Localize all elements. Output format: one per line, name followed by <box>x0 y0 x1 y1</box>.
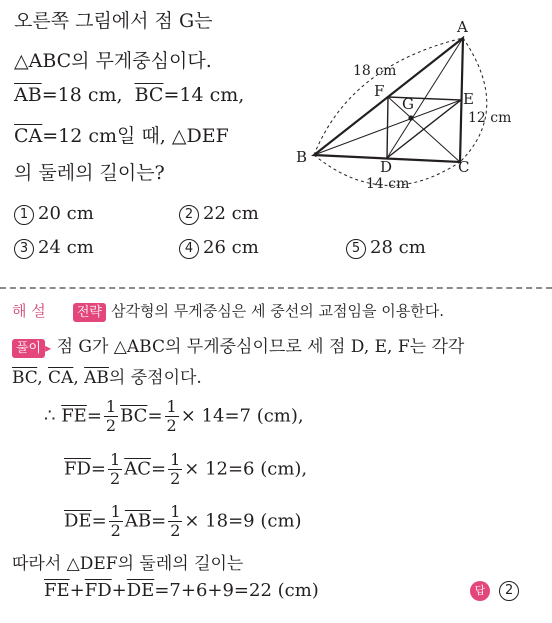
fraction-half <box>108 451 122 488</box>
seg-bc: $\overline{BC}$ <box>12 368 38 388</box>
fraction-half <box>165 398 179 435</box>
therefore-symbol: ∴ <box>44 405 56 427</box>
label-e: E <box>463 90 474 108</box>
ca-value: =12 cm일 때, △DEF <box>42 125 229 147</box>
label-bc-length: 14 cm <box>366 176 410 192</box>
choice-number: 2 <box>179 205 199 225</box>
choice-text: 24 cm <box>38 237 94 258</box>
choice-text: 20 cm <box>38 203 94 224</box>
plus: + <box>69 580 85 601</box>
frac-num: 1 <box>170 502 181 521</box>
label-c: C <box>458 158 470 176</box>
eq-rest: × 12=6 (cm), <box>184 458 308 480</box>
comma: , <box>73 368 79 388</box>
segment-ab: $\overline{AB}$ <box>14 84 42 106</box>
eq-rest: × 18=9 (cm) <box>184 510 302 532</box>
choice-number: 4 <box>179 239 199 259</box>
equation-fe <box>44 398 304 435</box>
equals: = <box>151 510 167 532</box>
label-ab-length: 18 cm <box>353 63 397 79</box>
pul-tag: 풀이 <box>12 339 45 358</box>
section-divider <box>0 287 552 289</box>
choice-text: 26 cm <box>203 237 259 258</box>
final-equation <box>44 580 319 601</box>
equals: = <box>91 510 107 532</box>
seg-de: $\overline{DE}$ <box>126 580 155 601</box>
frac-den: 2 <box>166 416 177 435</box>
equals: = <box>90 458 107 480</box>
seg-fe: $\overline{FE}$ <box>44 580 70 601</box>
label-a: A <box>457 18 468 36</box>
choice-number: 5 <box>346 239 366 259</box>
seg-ca: $\overline{CA}$ <box>48 368 74 388</box>
eq-mid: $\overline{AB}$ <box>124 510 152 532</box>
answer-number: 2 <box>499 581 519 601</box>
final-rest: =7+6+9=22 (cm) <box>154 580 319 601</box>
strategy-tag: 전략 <box>73 303 106 322</box>
pul-line-1: 풀이 ▸ 점 G가 △ABC의 무게중심이므로 세 점 D, E, F는 각각 <box>12 332 464 358</box>
fraction-half <box>168 503 182 540</box>
frac-num: 1 <box>110 450 121 469</box>
fraction-half <box>109 503 123 540</box>
comma: , <box>37 368 43 388</box>
point-g <box>408 115 413 120</box>
median-cf <box>388 97 460 162</box>
equals: = <box>150 458 167 480</box>
plus: + <box>111 580 127 601</box>
frac-den: 2 <box>170 469 181 488</box>
question-line-5: 의 둘레의 길이는? <box>14 162 165 184</box>
equation-fd <box>64 451 307 488</box>
eq-lhs: $\overline{FE}$ <box>61 405 87 427</box>
answer-tag: 답 <box>470 581 490 601</box>
eq-mid: $\overline{AC}$ <box>124 458 151 480</box>
frac-den: 2 <box>110 469 121 488</box>
label-g: G <box>402 95 414 113</box>
frac-den: 2 <box>110 521 121 540</box>
ab-value: =18 cm, <box>41 84 123 106</box>
equals: = <box>86 405 102 427</box>
frac-num: 1 <box>170 450 181 469</box>
question-line-1: 오른쪽 그림에서 점 G는 <box>14 10 213 32</box>
question-line-2: △ABC의 무게중심이다. <box>14 50 212 72</box>
frac-num: 1 <box>166 397 177 416</box>
answer <box>470 580 523 601</box>
label-d: D <box>380 158 393 176</box>
label-b: B <box>296 148 308 166</box>
choice-text: 22 cm <box>203 203 259 224</box>
conclusion-line: 따라서 △DEF의 둘레의 길이는 <box>12 554 244 574</box>
segment-ca: $\overline{CA}$ <box>14 125 43 147</box>
label-f: F <box>374 82 385 100</box>
frac-num: 1 <box>105 397 117 416</box>
equals: = <box>147 405 163 427</box>
seg-ab: $\overline{AB}$ <box>84 368 109 388</box>
choice-number: 3 <box>14 239 34 259</box>
eq-lhs: $\overline{FD}$ <box>64 458 91 480</box>
frac-den: 2 <box>105 416 117 435</box>
seg-fd: $\overline{FD}$ <box>84 580 112 601</box>
pul-text-1: 점 G가 △ABC의 무게중심이므로 세 점 D, E, F는 각각 <box>56 337 465 357</box>
pul-line-2 <box>12 363 202 388</box>
bc-value: =14 cm, <box>163 84 245 106</box>
choice-number: 1 <box>14 205 34 225</box>
label-ca-length: 12 cm <box>468 110 512 126</box>
strategy-line <box>12 300 444 322</box>
eq-mid: $\overline{BC}$ <box>120 405 148 427</box>
equation-de <box>64 503 302 540</box>
haeseol-label: 해 설 <box>12 302 46 320</box>
fraction-half <box>104 398 118 435</box>
strategy-text: 삼각형의 무게중심은 세 중선의 교점임을 이용한다. <box>111 302 444 320</box>
eq-rest: × 14=7 (cm), <box>180 405 304 427</box>
triangle-figure <box>0 0 552 290</box>
fraction-half <box>168 451 182 488</box>
pul-text-2: 의 중점이다. <box>108 368 202 388</box>
choice-text: 28 cm <box>370 237 426 258</box>
segment-bc: $\overline{BC}$ <box>134 84 164 106</box>
frac-den: 2 <box>170 521 181 540</box>
eq-lhs: $\overline{DE}$ <box>64 510 92 532</box>
frac-num: 1 <box>110 502 121 521</box>
